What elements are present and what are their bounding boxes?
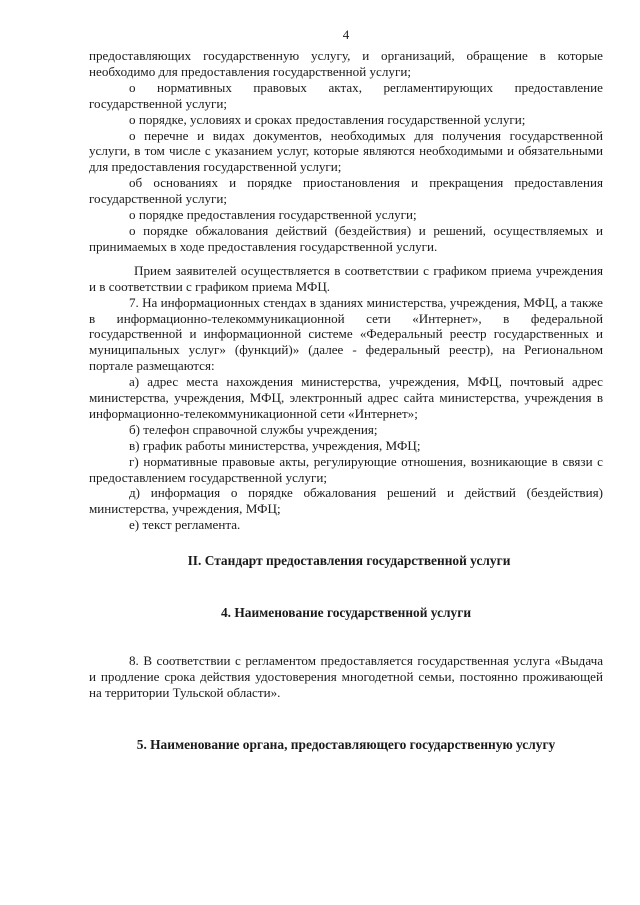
list-item: об основаниях и порядке приостановления и прекращения предоставления государственной услуги; — [89, 175, 603, 207]
subsection-heading: 4. Наименование государственной услуги — [220, 605, 472, 621]
paragraph: предоставляющих государственную услугу, и организаций, обращение в которые необходимо для предоставления государственной услуги; — [89, 48, 603, 79]
section-heading: II. Стандарт предоставления государственной услуги — [187, 553, 511, 569]
paragraph: 8. В соответствии с регламентом предоставляется государственная услуга «Выдача и продление срока действия удостоверения многодетной семьи, постоянно проживающей на территории Тульской области». — [89, 653, 603, 700]
list-item: г) нормативные правовые акты, регулирующие отношения, возникающие в связи с предоставлением государственной услуги; — [89, 453, 603, 485]
list-item: д) информация о порядке обжалования решений и действий (бездействия) министерства, учреждения, МФЦ; — [89, 485, 603, 517]
list-item: в) график работы министерства, учреждения, МФЦ; — [129, 437, 421, 453]
list-item: о перечне и видах документов, необходимых для получения государственной услуги, в том числе с указанием услуг, которые являются необходимыми и обязательными для предоставления государственной услуги; — [89, 127, 603, 175]
list-item: о порядке, условиях и сроках предоставления государственной услуги; — [129, 111, 526, 127]
page-number: 4 — [342, 27, 350, 42]
list-item: б) телефон справочной службы учреждения; — [129, 421, 378, 437]
paragraph: Прием заявителей осуществляется в соответствии с графиком приема учреждения и в соответствии с графиком приема МФЦ. — [89, 262, 603, 294]
list-item: о порядке обжалования действий (бездействия) и решений, осуществляемых и принимаемых в ходе предоставления государственной услуги. — [89, 222, 603, 254]
list-item: а) адрес места нахождения министерства, учреждения, МФЦ, почтовый адрес министерства, учреждения, МФЦ, электронный адрес сайта министерства, учреждения в информационно-телекоммуникационной сети «Интернет»; — [89, 374, 603, 421]
paragraph: 7. На информационных стендах в зданиях министерства, учреждения, МФЦ, а также в информационно-телекоммуникационной сети «Интернет», в федеральной государственной и информационной системе «Федеральный реестр государственных и муниципальных услуг» (функций)» (далее - федеральный реестр), на Региональном портале размещаются: — [89, 294, 603, 374]
list-item: е) текст регламента. — [129, 517, 241, 533]
subsection-heading: 5. Наименование органа, предоставляющего государственную услугу — [136, 736, 556, 752]
list-item: о нормативных правовых актах, регламентирующих предоставление государственной услуги; — [89, 79, 603, 111]
list-item: о порядке предоставления государственной услуги; — [129, 207, 417, 223]
